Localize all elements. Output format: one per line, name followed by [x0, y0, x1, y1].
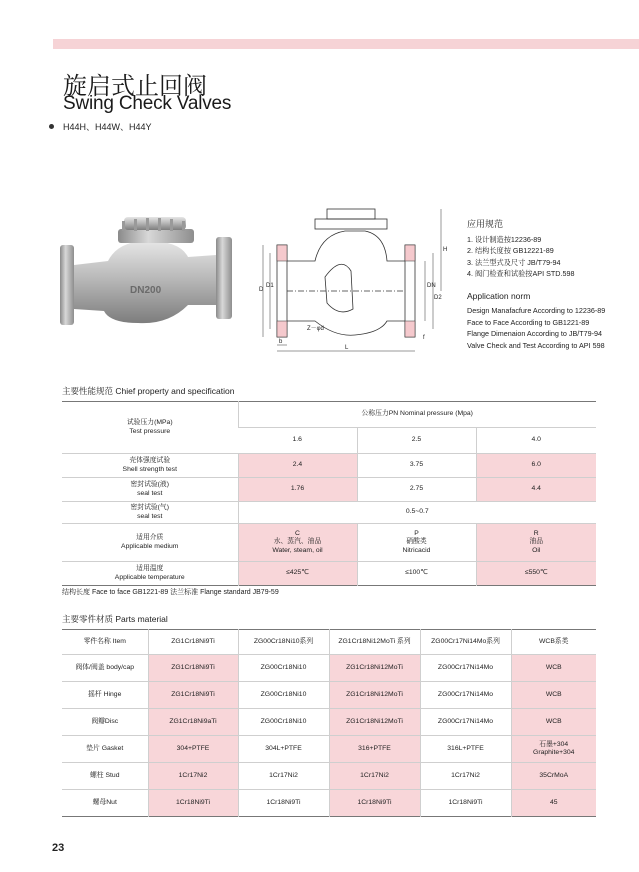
- materials-header-cell: 零件名称 Item: [83, 637, 126, 645]
- page-title-en: Swing Check Valves: [63, 93, 232, 114]
- materials-header-cell: ZG00Cr18Ni10系列: [238, 630, 329, 655]
- bonnet-flange: [118, 229, 194, 243]
- svg-text:D: D: [259, 287, 264, 293]
- svg-text:b: b: [279, 339, 283, 345]
- svg-text:D2: D2: [434, 295, 442, 301]
- seal-liquid-label: 密封试验(液) seal test: [130, 481, 169, 497]
- svg-text:H: H: [443, 247, 448, 253]
- table-row: 螺柱 Stud 1Cr17Ni2 1Cr17Ni2 1Cr17Ni2 1Cr17Ni2 35CrMoA: [62, 763, 596, 790]
- medium-label: 适用介质 Applicable medium: [121, 534, 179, 550]
- svg-text:Z－φd: Z－φd: [307, 326, 324, 332]
- shell-test-label: 壳体强度试验 Shell strength test: [122, 457, 177, 473]
- right-flange: [216, 237, 232, 319]
- temperature-label: 适用温度 Applicable temperature: [114, 565, 185, 581]
- spec-item-cn: 3. 法兰型式及尺寸 JB/T79-94: [467, 257, 561, 267]
- temperature-value: ≤550℃: [476, 562, 596, 586]
- svg-text:L: L: [345, 345, 349, 351]
- shell-value: 2.4: [238, 454, 357, 478]
- seal-gas-label: 密封试验(气) seal test: [130, 504, 169, 520]
- svg-text:f: f: [423, 335, 425, 341]
- valve-drawing: [255, 205, 455, 360]
- pressure-value: 4.0: [476, 428, 596, 454]
- materials-header-cell: ZG1Cr18Ni9Ti: [148, 630, 238, 655]
- spec-item-en: Face to Face According to GB1221-89: [467, 317, 590, 327]
- table-row: 摇杆 Hinge ZG1Cr18Ni9Ti ZG00Cr18Ni10 ZG1Cr18Ni12MoTi ZG00Cr17Ni14Mo WCB: [62, 682, 596, 709]
- table-row: 螺母Nut 1Cr18Ni9Ti 1Cr18Ni9Ti 1Cr18Ni9Ti 1Cr18Ni9Ti 45: [62, 790, 596, 817]
- table-row: 阀瓣Disc ZG1Cr18Ni9aTi ZG00Cr18Ni10 ZG1Cr18Ni12MoTi ZG00Cr17Ni14Mo WCB: [62, 709, 596, 736]
- materials-table: [62, 629, 596, 817]
- standard-note: 结构长度 Face to face GB1221-89 法兰标准 Flange standard JB79-59: [62, 589, 279, 596]
- spec-item-cn: 1. 设计制造按12236-89: [467, 234, 542, 244]
- medium-c: C 水、蒸汽、油品 Water, steam, oil: [238, 524, 357, 562]
- shell-value: 3.75: [357, 454, 476, 478]
- seal-gas-value: 0.5~0.7: [238, 502, 596, 524]
- svg-text:DN: DN: [427, 283, 436, 289]
- medium-p: P 硝酸类 Nitricacid: [357, 524, 476, 562]
- bonnet-cap: [124, 217, 186, 230]
- shell-value: 6.0: [476, 454, 596, 478]
- spec-heading-cn: 应用规范: [467, 220, 504, 230]
- temperature-value: ≤100℃: [357, 562, 476, 586]
- spec-item-cn: 4. 阀门检查和试验按API STD.598: [467, 269, 575, 278]
- spec-item-en: Valve Check and Test According to API 598: [467, 340, 605, 350]
- pressure-value: 2.5: [357, 428, 476, 454]
- materials-header-cell: ZG1Cr18Ni12MoTi 系列: [329, 630, 420, 655]
- table-row: 垫片 Gasket 304+PTFE 304L+PTFE 316+PTFE 316L+PTFE 石墨+304 Graphite+304: [62, 736, 596, 763]
- materials-header-cell: ZG00Cr17Ni14Mo系列: [420, 630, 511, 655]
- application-norm: [467, 220, 605, 351]
- materials-section-title: 主要零件材质 Parts material: [62, 614, 168, 624]
- table-row: 阀体/阀盖 body/cap ZG1Cr18Ni9Ti ZG00Cr18Ni10 ZG1Cr18Ni12MoTi ZG00Cr17Ni14Mo WCB: [62, 655, 596, 682]
- bullet-icon: [49, 124, 54, 129]
- seal-liquid-value: 2.75: [357, 478, 476, 502]
- medium-r: R 油品 Oil: [476, 524, 596, 562]
- spec-heading-en: Application norm: [467, 290, 531, 301]
- body-marking: DN200: [130, 285, 162, 296]
- temperature-value: ≤425℃: [238, 562, 357, 586]
- valve-photo: [48, 205, 248, 345]
- property-table: [62, 401, 596, 586]
- test-pressure-label: 试验压力(MPa) Test pressure: [126, 419, 173, 435]
- seal-liquid-value: 4.4: [476, 478, 596, 502]
- left-flange: [60, 245, 74, 325]
- page-title-cn: 旋启式止回阀: [63, 72, 207, 100]
- materials-header-cell: WCB系类: [511, 630, 596, 655]
- nominal-pressure-label: 公称压力PN Nominal pressure (Mpa): [238, 402, 596, 428]
- svg-text:D1: D1: [266, 283, 274, 289]
- model-list: H44H、H44W、H44Y: [63, 122, 152, 132]
- spec-item-en: Design Manafacfure According to 12236-89: [467, 306, 606, 315]
- property-section-title: 主要性能规范 Chief property and specification: [62, 386, 235, 396]
- seal-liquid-value: 1.76: [238, 478, 357, 502]
- pressure-value: 1.6: [292, 436, 302, 444]
- spec-item-en: Flange Dimenaion According to JB/T79-94: [467, 329, 603, 338]
- spec-item-cn: 2. 结构长度按 GB12221-89: [467, 246, 554, 255]
- top-accent-bar: [53, 39, 639, 49]
- page-number: 23: [52, 842, 65, 854]
